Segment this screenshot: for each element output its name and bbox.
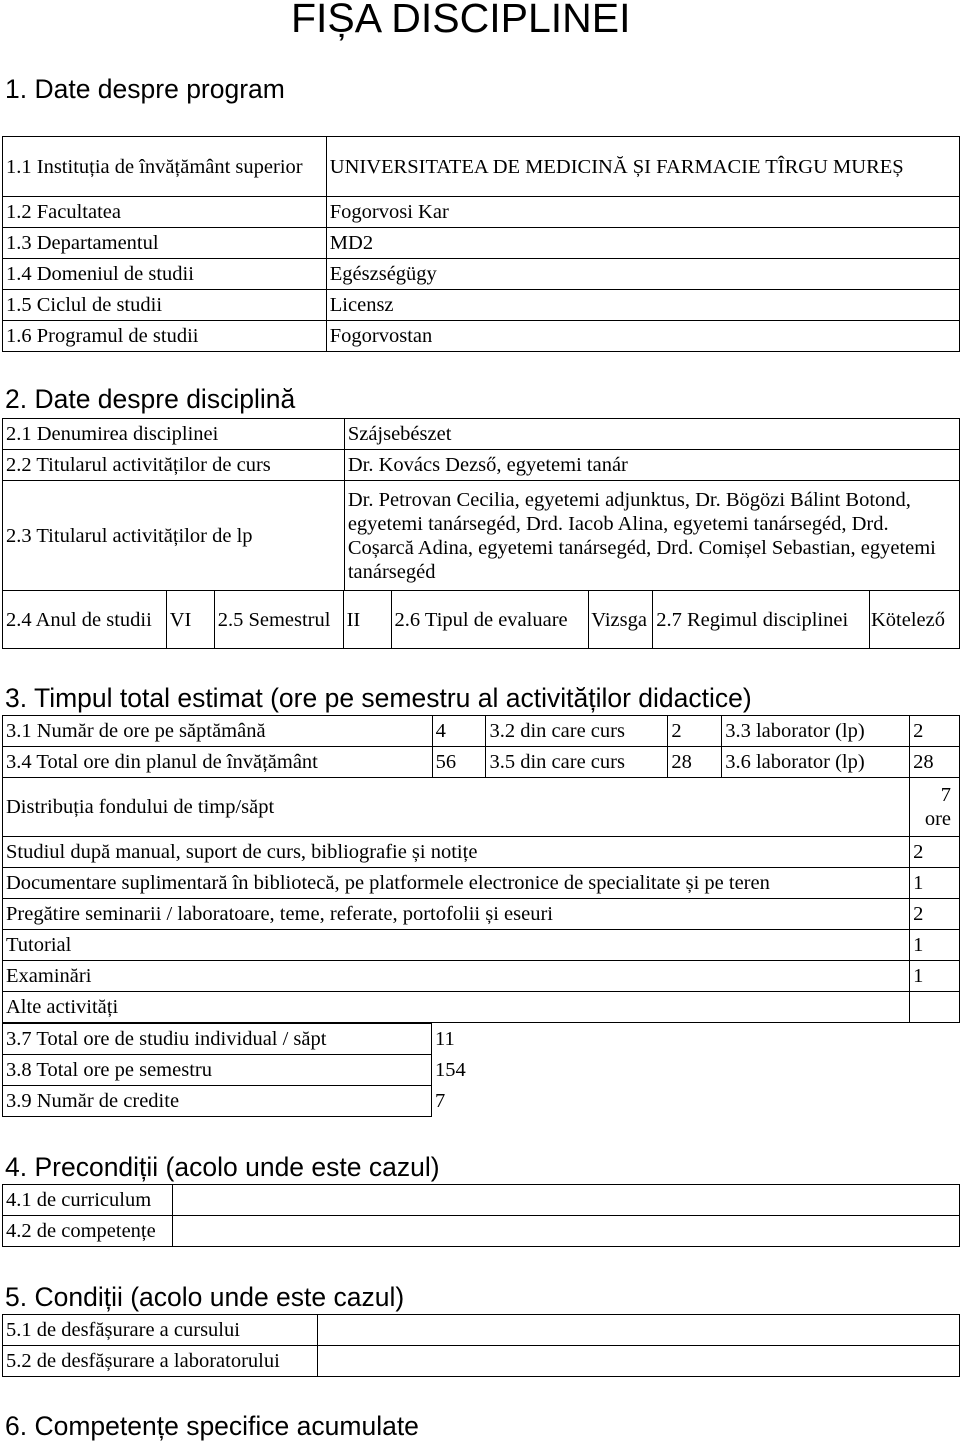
row-label: 5.1 de desfășurare a cursului — [3, 1315, 318, 1346]
section-2-heading: 2. Date despre disciplină — [5, 384, 296, 414]
discipline-meta-table — [2, 590, 960, 649]
table-row — [3, 1216, 960, 1247]
table-row — [3, 837, 960, 868]
row-value — [317, 1346, 959, 1377]
row-label: 2.2 Titularul activităților de curs — [3, 450, 345, 481]
table-row — [3, 930, 960, 961]
section-5-heading: 5. Condiții (acolo unde este cazul) — [5, 1282, 405, 1312]
distribution-total: 7 ore — [910, 778, 960, 837]
table-row — [3, 481, 960, 591]
total-label: 3.8 Total ore pe semestru — [3, 1055, 432, 1086]
row-label: 1.5 Ciclul de studii — [3, 290, 327, 321]
semester-value: II — [343, 591, 391, 649]
item-label: Documentare suplimentară în bibliotecă, pe platformele electronice de specialitate și pe teren — [3, 868, 910, 899]
year-value: VI — [166, 591, 214, 649]
row-label: 5.2 de desfășurare a laboratorului — [3, 1346, 318, 1377]
row-value: Fogorvosi Kar — [326, 197, 959, 228]
row-label: 4.2 de competențe — [3, 1216, 173, 1247]
item-value: 1 — [910, 961, 960, 992]
hours-table — [2, 715, 960, 778]
row-value: UNIVERSITATEA DE MEDICINĂ ȘI FARMACIE TÎRGU MUREȘ — [326, 137, 959, 197]
row-value: 2 — [668, 716, 722, 747]
row-label: 1.6 Programul de studii — [3, 321, 327, 352]
table-row — [3, 716, 960, 747]
row-value: Fogorvostan — [326, 321, 959, 352]
program-table — [2, 136, 960, 352]
row-label: 1.2 Facultatea — [3, 197, 327, 228]
row-value: Egészségügy — [326, 259, 959, 290]
table-row — [3, 868, 960, 899]
totals-table — [2, 1023, 472, 1117]
item-label: Studiul după manual, suport de curs, bibliografie și notițe — [3, 837, 910, 868]
item-label: Examinări — [3, 961, 910, 992]
item-label: Tutorial — [3, 930, 910, 961]
row-label: 3.5 din care curs — [486, 747, 668, 778]
table-row — [3, 1315, 960, 1346]
year-label: 2.4 Anul de studii — [3, 591, 167, 649]
row-value: 56 — [432, 747, 486, 778]
item-value: 1 — [910, 868, 960, 899]
item-value: 2 — [910, 899, 960, 930]
total-value: 11 — [435, 1028, 455, 1050]
regime-value: Kötelező — [869, 591, 959, 649]
row-value: 2 — [910, 716, 960, 747]
preconditions-table — [2, 1184, 960, 1247]
total-label: 3.9 Număr de credite — [3, 1086, 432, 1117]
regime-label: 2.7 Regimul disciplinei — [653, 591, 870, 649]
document-title: FIȘA DISCIPLINEI — [291, 0, 631, 41]
table-row — [3, 1185, 960, 1216]
row-label: 3.6 laborator (lp) — [722, 747, 910, 778]
table-row — [3, 321, 960, 352]
section-6-heading: 6. Competențe specifice acumulate — [5, 1411, 419, 1441]
table-row — [3, 228, 960, 259]
row-value: 28 — [910, 747, 960, 778]
row-label: 3.4 Total ore din planul de învățământ — [3, 747, 433, 778]
row-value — [172, 1185, 959, 1216]
table-row — [3, 1346, 960, 1377]
row-value: 28 — [668, 747, 722, 778]
table-row — [3, 290, 960, 321]
section-3-heading: 3. Timpul total estimat (ore pe semestru al activităților didactice) — [5, 683, 752, 713]
row-value: Dr. Petrovan Cecilia, egyetemi adjunktus, Dr. Bögözi Bálint Botond, egyetemi tanársegéd, Drd. Iacob Alina, egyetemi tanársegéd, Drd. Coșarcă Adina, egyetemi tanársegéd, Drd. Comișel Sebastian, egyetemi tanársegéd — [344, 481, 959, 591]
row-label: 2.1 Denumirea disciplinei — [3, 419, 345, 450]
row-value: Licensz — [326, 290, 959, 321]
table-row — [3, 961, 960, 992]
table-row — [3, 1055, 472, 1086]
table-row — [3, 591, 960, 649]
discipline-table — [2, 418, 960, 591]
row-value — [317, 1315, 959, 1346]
row-label: 3.3 laborator (lp) — [722, 716, 910, 747]
time-distribution-table — [2, 777, 960, 1023]
item-value: 2 — [910, 837, 960, 868]
table-row — [3, 419, 960, 450]
row-label: 1.3 Departamentul — [3, 228, 327, 259]
item-value — [910, 992, 960, 1023]
row-label: 1.1 Instituția de învățământ superior — [3, 137, 327, 197]
row-label: 3.1 Număr de ore pe săptămână — [3, 716, 433, 747]
table-row — [3, 137, 960, 197]
item-value: 1 — [910, 930, 960, 961]
evaluation-label: 2.6 Tipul de evaluare — [391, 591, 589, 649]
row-value: Dr. Kovács Dezső, egyetemi tanár — [344, 450, 959, 481]
row-value: 4 — [432, 716, 486, 747]
section-4-heading: 4. Precondiții (acolo unde este cazul) — [5, 1152, 440, 1182]
item-label: Alte activități — [3, 992, 910, 1023]
table-row — [3, 259, 960, 290]
total-label: 3.7 Total ore de studiu individual / săpt — [3, 1024, 432, 1055]
conditions-table — [2, 1314, 960, 1377]
row-value — [172, 1216, 959, 1247]
row-label: 2.3 Titularul activităților de lp — [3, 481, 345, 591]
total-value: 7 — [435, 1090, 446, 1112]
table-row — [3, 899, 960, 930]
table-row — [3, 1086, 472, 1117]
table-row — [3, 992, 960, 1023]
section-1-heading: 1. Date despre program — [5, 74, 285, 104]
table-row — [3, 450, 960, 481]
item-label: Pregătire seminarii / laboratoare, teme, referate, portofolii și eseuri — [3, 899, 910, 930]
semester-label: 2.5 Semestrul — [214, 591, 343, 649]
total-value: 154 — [435, 1059, 466, 1081]
distribution-label: Distribuția fondului de timp/săpt — [3, 778, 910, 837]
table-row — [3, 197, 960, 228]
table-row — [3, 778, 960, 837]
row-value: Szájsebészet — [344, 419, 959, 450]
table-row — [3, 747, 960, 778]
row-label: 4.1 de curriculum — [3, 1185, 173, 1216]
row-value: MD2 — [326, 228, 959, 259]
row-label: 1.4 Domeniul de studii — [3, 259, 327, 290]
table-row — [3, 1024, 472, 1055]
row-label: 3.2 din care curs — [486, 716, 668, 747]
evaluation-value: Vizsga — [589, 591, 653, 649]
